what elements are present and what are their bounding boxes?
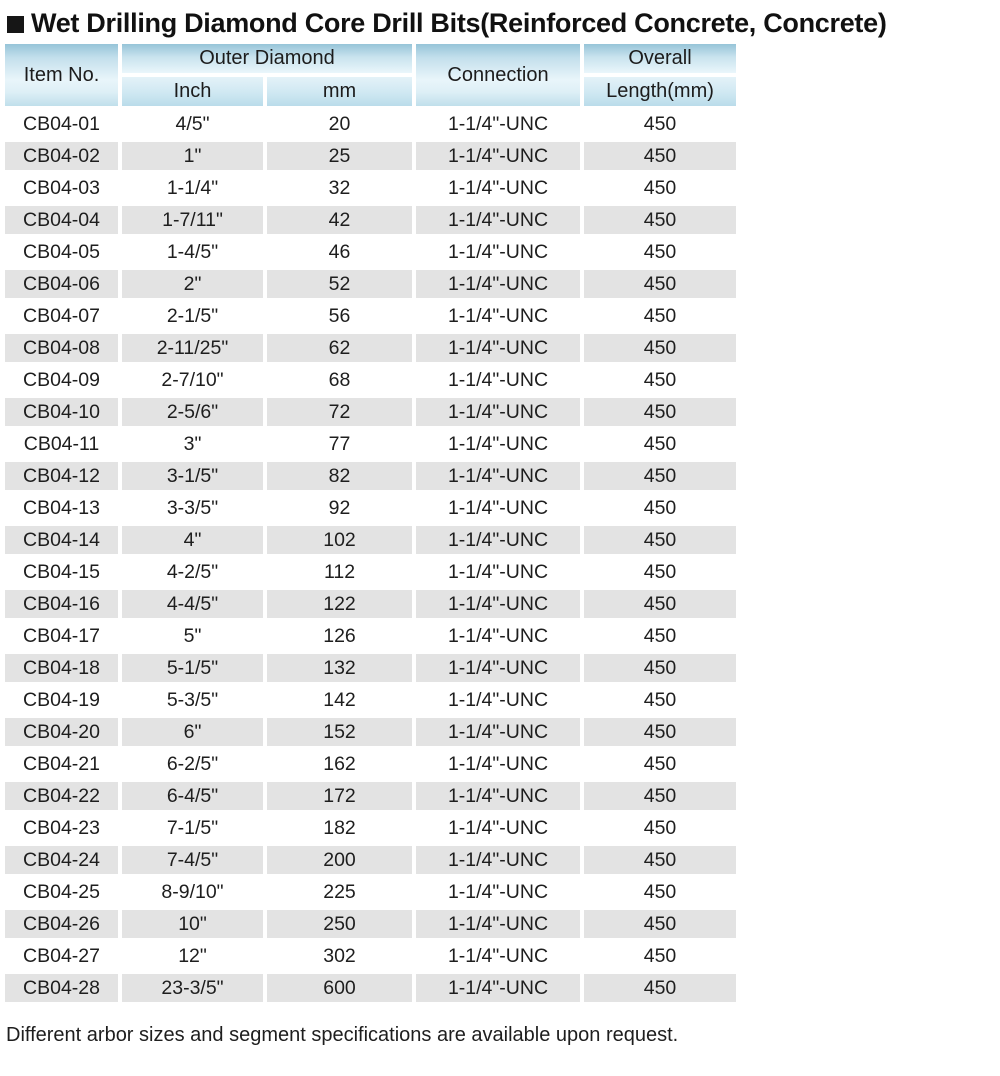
cell-item-no: CB04-25 bbox=[5, 878, 118, 906]
cell-mm: 56 bbox=[267, 302, 412, 330]
cell-mm: 102 bbox=[267, 526, 412, 554]
cell-inch: 2" bbox=[122, 270, 263, 298]
cell-inch: 10" bbox=[122, 910, 263, 938]
cell-overall-length: 450 bbox=[584, 462, 736, 490]
cell-connection: 1-1/4"-UNC bbox=[416, 686, 580, 714]
cell-overall-length: 450 bbox=[584, 526, 736, 554]
cell-item-no: CB04-14 bbox=[5, 526, 118, 554]
table-row bbox=[5, 782, 736, 810]
cell-mm: 52 bbox=[267, 270, 412, 298]
cell-overall-length: 450 bbox=[584, 302, 736, 330]
cell-item-no: CB04-09 bbox=[5, 366, 118, 394]
cell-inch: 4-4/5" bbox=[122, 590, 263, 618]
cell-mm: 162 bbox=[267, 750, 412, 778]
cell-overall-length: 450 bbox=[584, 494, 736, 522]
cell-mm: 62 bbox=[267, 334, 412, 362]
cell-item-no: CB04-11 bbox=[5, 430, 118, 458]
table-row bbox=[5, 910, 736, 938]
header-inch: Inch bbox=[122, 77, 263, 106]
cell-item-no: CB04-07 bbox=[5, 302, 118, 330]
cell-connection: 1-1/4"-UNC bbox=[416, 526, 580, 554]
table-row bbox=[5, 526, 736, 554]
cell-mm: 92 bbox=[267, 494, 412, 522]
cell-inch: 6-4/5" bbox=[122, 782, 263, 810]
cell-inch: 2-1/5" bbox=[122, 302, 263, 330]
table-row bbox=[5, 238, 736, 266]
cell-inch: 2-7/10" bbox=[122, 366, 263, 394]
cell-mm: 172 bbox=[267, 782, 412, 810]
cell-item-no: CB04-04 bbox=[5, 206, 118, 234]
header-length-mm: Length(mm) bbox=[584, 77, 736, 106]
cell-overall-length: 450 bbox=[584, 686, 736, 714]
cell-mm: 25 bbox=[267, 142, 412, 170]
cell-overall-length: 450 bbox=[584, 366, 736, 394]
table-row bbox=[5, 654, 736, 682]
table-row bbox=[5, 686, 736, 714]
cell-connection: 1-1/4"-UNC bbox=[416, 718, 580, 746]
cell-mm: 82 bbox=[267, 462, 412, 490]
cell-overall-length: 450 bbox=[584, 974, 736, 1002]
cell-inch: 5-1/5" bbox=[122, 654, 263, 682]
cell-connection: 1-1/4"-UNC bbox=[416, 398, 580, 426]
cell-mm: 20 bbox=[267, 110, 412, 138]
cell-inch: 8-9/10" bbox=[122, 878, 263, 906]
cell-mm: 77 bbox=[267, 430, 412, 458]
cell-overall-length: 450 bbox=[584, 558, 736, 586]
table-row bbox=[5, 718, 736, 746]
cell-overall-length: 450 bbox=[584, 782, 736, 810]
spec-table bbox=[1, 40, 740, 1006]
table-row bbox=[5, 270, 736, 298]
cell-mm: 68 bbox=[267, 366, 412, 394]
cell-connection: 1-1/4"-UNC bbox=[416, 110, 580, 138]
cell-item-no: CB04-27 bbox=[5, 942, 118, 970]
cell-overall-length: 450 bbox=[584, 942, 736, 970]
cell-overall-length: 450 bbox=[584, 110, 736, 138]
cell-item-no: CB04-22 bbox=[5, 782, 118, 810]
cell-connection: 1-1/4"-UNC bbox=[416, 942, 580, 970]
cell-item-no: CB04-20 bbox=[5, 718, 118, 746]
cell-inch: 3-1/5" bbox=[122, 462, 263, 490]
cell-inch: 4/5" bbox=[122, 110, 263, 138]
table-row bbox=[5, 622, 736, 650]
header-item-no: Item No. bbox=[5, 44, 118, 106]
cell-connection: 1-1/4"-UNC bbox=[416, 974, 580, 1002]
cell-connection: 1-1/4"-UNC bbox=[416, 846, 580, 874]
cell-connection: 1-1/4"-UNC bbox=[416, 494, 580, 522]
table-row bbox=[5, 846, 736, 874]
cell-mm: 142 bbox=[267, 686, 412, 714]
table-row bbox=[5, 206, 736, 234]
cell-item-no: CB04-17 bbox=[5, 622, 118, 650]
cell-overall-length: 450 bbox=[584, 238, 736, 266]
cell-overall-length: 450 bbox=[584, 590, 736, 618]
table-row bbox=[5, 110, 736, 138]
cell-overall-length: 450 bbox=[584, 334, 736, 362]
cell-inch: 6" bbox=[122, 718, 263, 746]
table-row bbox=[5, 590, 736, 618]
cell-connection: 1-1/4"-UNC bbox=[416, 174, 580, 202]
cell-connection: 1-1/4"-UNC bbox=[416, 590, 580, 618]
cell-mm: 42 bbox=[267, 206, 412, 234]
cell-connection: 1-1/4"-UNC bbox=[416, 366, 580, 394]
cell-item-no: CB04-12 bbox=[5, 462, 118, 490]
cell-item-no: CB04-01 bbox=[5, 110, 118, 138]
table-row bbox=[5, 494, 736, 522]
cell-overall-length: 450 bbox=[584, 174, 736, 202]
cell-item-no: CB04-19 bbox=[5, 686, 118, 714]
square-bullet-icon bbox=[7, 16, 24, 33]
cell-mm: 600 bbox=[267, 974, 412, 1002]
cell-mm: 32 bbox=[267, 174, 412, 202]
cell-item-no: CB04-21 bbox=[5, 750, 118, 778]
cell-inch: 5" bbox=[122, 622, 263, 650]
cell-overall-length: 450 bbox=[584, 814, 736, 842]
header-mm: mm bbox=[267, 77, 412, 106]
cell-inch: 4-2/5" bbox=[122, 558, 263, 586]
cell-connection: 1-1/4"-UNC bbox=[416, 558, 580, 586]
cell-inch: 3-3/5" bbox=[122, 494, 263, 522]
cell-connection: 1-1/4"-UNC bbox=[416, 334, 580, 362]
cell-inch: 6-2/5" bbox=[122, 750, 263, 778]
cell-item-no: CB04-24 bbox=[5, 846, 118, 874]
table-row bbox=[5, 750, 736, 778]
cell-overall-length: 450 bbox=[584, 718, 736, 746]
page-title: Wet Drilling Diamond Core Drill Bits(Reinforced Concrete, Concrete) bbox=[31, 8, 887, 38]
table-row bbox=[5, 462, 736, 490]
cell-mm: 112 bbox=[267, 558, 412, 586]
cell-item-no: CB04-08 bbox=[5, 334, 118, 362]
table-row bbox=[5, 302, 736, 330]
cell-overall-length: 450 bbox=[584, 206, 736, 234]
cell-mm: 46 bbox=[267, 238, 412, 266]
cell-inch: 2-11/25" bbox=[122, 334, 263, 362]
cell-mm: 200 bbox=[267, 846, 412, 874]
cell-inch: 1" bbox=[122, 142, 263, 170]
cell-connection: 1-1/4"-UNC bbox=[416, 750, 580, 778]
cell-mm: 182 bbox=[267, 814, 412, 842]
cell-mm: 152 bbox=[267, 718, 412, 746]
cell-connection: 1-1/4"-UNC bbox=[416, 878, 580, 906]
cell-item-no: CB04-23 bbox=[5, 814, 118, 842]
cell-connection: 1-1/4"-UNC bbox=[416, 462, 580, 490]
cell-overall-length: 450 bbox=[584, 910, 736, 938]
cell-inch: 5-3/5" bbox=[122, 686, 263, 714]
cell-item-no: CB04-26 bbox=[5, 910, 118, 938]
table-row bbox=[5, 142, 736, 170]
cell-mm: 72 bbox=[267, 398, 412, 426]
table-row bbox=[5, 334, 736, 362]
cell-mm: 225 bbox=[267, 878, 412, 906]
cell-connection: 1-1/4"-UNC bbox=[416, 622, 580, 650]
header-overall: Overall bbox=[584, 44, 736, 73]
cell-inch: 7-1/5" bbox=[122, 814, 263, 842]
cell-overall-length: 450 bbox=[584, 430, 736, 458]
cell-inch: 1-4/5" bbox=[122, 238, 263, 266]
cell-item-no: CB04-15 bbox=[5, 558, 118, 586]
table-row bbox=[5, 814, 736, 842]
cell-connection: 1-1/4"-UNC bbox=[416, 910, 580, 938]
table-row bbox=[5, 878, 736, 906]
cell-connection: 1-1/4"-UNC bbox=[416, 142, 580, 170]
table-row bbox=[5, 558, 736, 586]
cell-item-no: CB04-10 bbox=[5, 398, 118, 426]
cell-connection: 1-1/4"-UNC bbox=[416, 238, 580, 266]
cell-mm: 302 bbox=[267, 942, 412, 970]
cell-item-no: CB04-06 bbox=[5, 270, 118, 298]
cell-item-no: CB04-28 bbox=[5, 974, 118, 1002]
cell-connection: 1-1/4"-UNC bbox=[416, 302, 580, 330]
spec-table-body bbox=[5, 110, 736, 1002]
cell-overall-length: 450 bbox=[584, 622, 736, 650]
cell-inch: 7-4/5" bbox=[122, 846, 263, 874]
cell-overall-length: 450 bbox=[584, 142, 736, 170]
cell-inch: 23-3/5" bbox=[122, 974, 263, 1002]
cell-mm: 132 bbox=[267, 654, 412, 682]
table-row bbox=[5, 366, 736, 394]
cell-inch: 12" bbox=[122, 942, 263, 970]
table-row bbox=[5, 398, 736, 426]
cell-connection: 1-1/4"-UNC bbox=[416, 654, 580, 682]
cell-overall-length: 450 bbox=[584, 654, 736, 682]
table-row bbox=[5, 974, 736, 1002]
cell-mm: 250 bbox=[267, 910, 412, 938]
header-connection: Connection bbox=[416, 44, 580, 106]
cell-connection: 1-1/4"-UNC bbox=[416, 206, 580, 234]
page-title-row bbox=[0, 0, 1000, 39]
cell-connection: 1-1/4"-UNC bbox=[416, 430, 580, 458]
cell-inch: 4" bbox=[122, 526, 263, 554]
cell-overall-length: 450 bbox=[584, 750, 736, 778]
cell-inch: 2-5/6" bbox=[122, 398, 263, 426]
table-row bbox=[5, 942, 736, 970]
cell-mm: 126 bbox=[267, 622, 412, 650]
cell-inch: 3" bbox=[122, 430, 263, 458]
cell-connection: 1-1/4"-UNC bbox=[416, 814, 580, 842]
cell-connection: 1-1/4"-UNC bbox=[416, 782, 580, 810]
cell-inch: 1-7/11" bbox=[122, 206, 263, 234]
footnote-text: Different arbor sizes and segment specifications are available upon request. bbox=[6, 1024, 679, 1046]
header-outer-diamond: Outer Diamond bbox=[122, 44, 412, 73]
cell-item-no: CB04-13 bbox=[5, 494, 118, 522]
cell-item-no: CB04-02 bbox=[5, 142, 118, 170]
table-row bbox=[5, 174, 736, 202]
cell-item-no: CB04-03 bbox=[5, 174, 118, 202]
header-row-top bbox=[5, 44, 736, 73]
cell-mm: 122 bbox=[267, 590, 412, 618]
cell-item-no: CB04-05 bbox=[5, 238, 118, 266]
spec-table-header bbox=[5, 44, 736, 106]
cell-overall-length: 450 bbox=[584, 846, 736, 874]
table-row bbox=[5, 430, 736, 458]
cell-overall-length: 450 bbox=[584, 398, 736, 426]
cell-inch: 1-1/4" bbox=[122, 174, 263, 202]
cell-item-no: CB04-16 bbox=[5, 590, 118, 618]
cell-overall-length: 450 bbox=[584, 878, 736, 906]
cell-connection: 1-1/4"-UNC bbox=[416, 270, 580, 298]
cell-item-no: CB04-18 bbox=[5, 654, 118, 682]
cell-overall-length: 450 bbox=[584, 270, 736, 298]
